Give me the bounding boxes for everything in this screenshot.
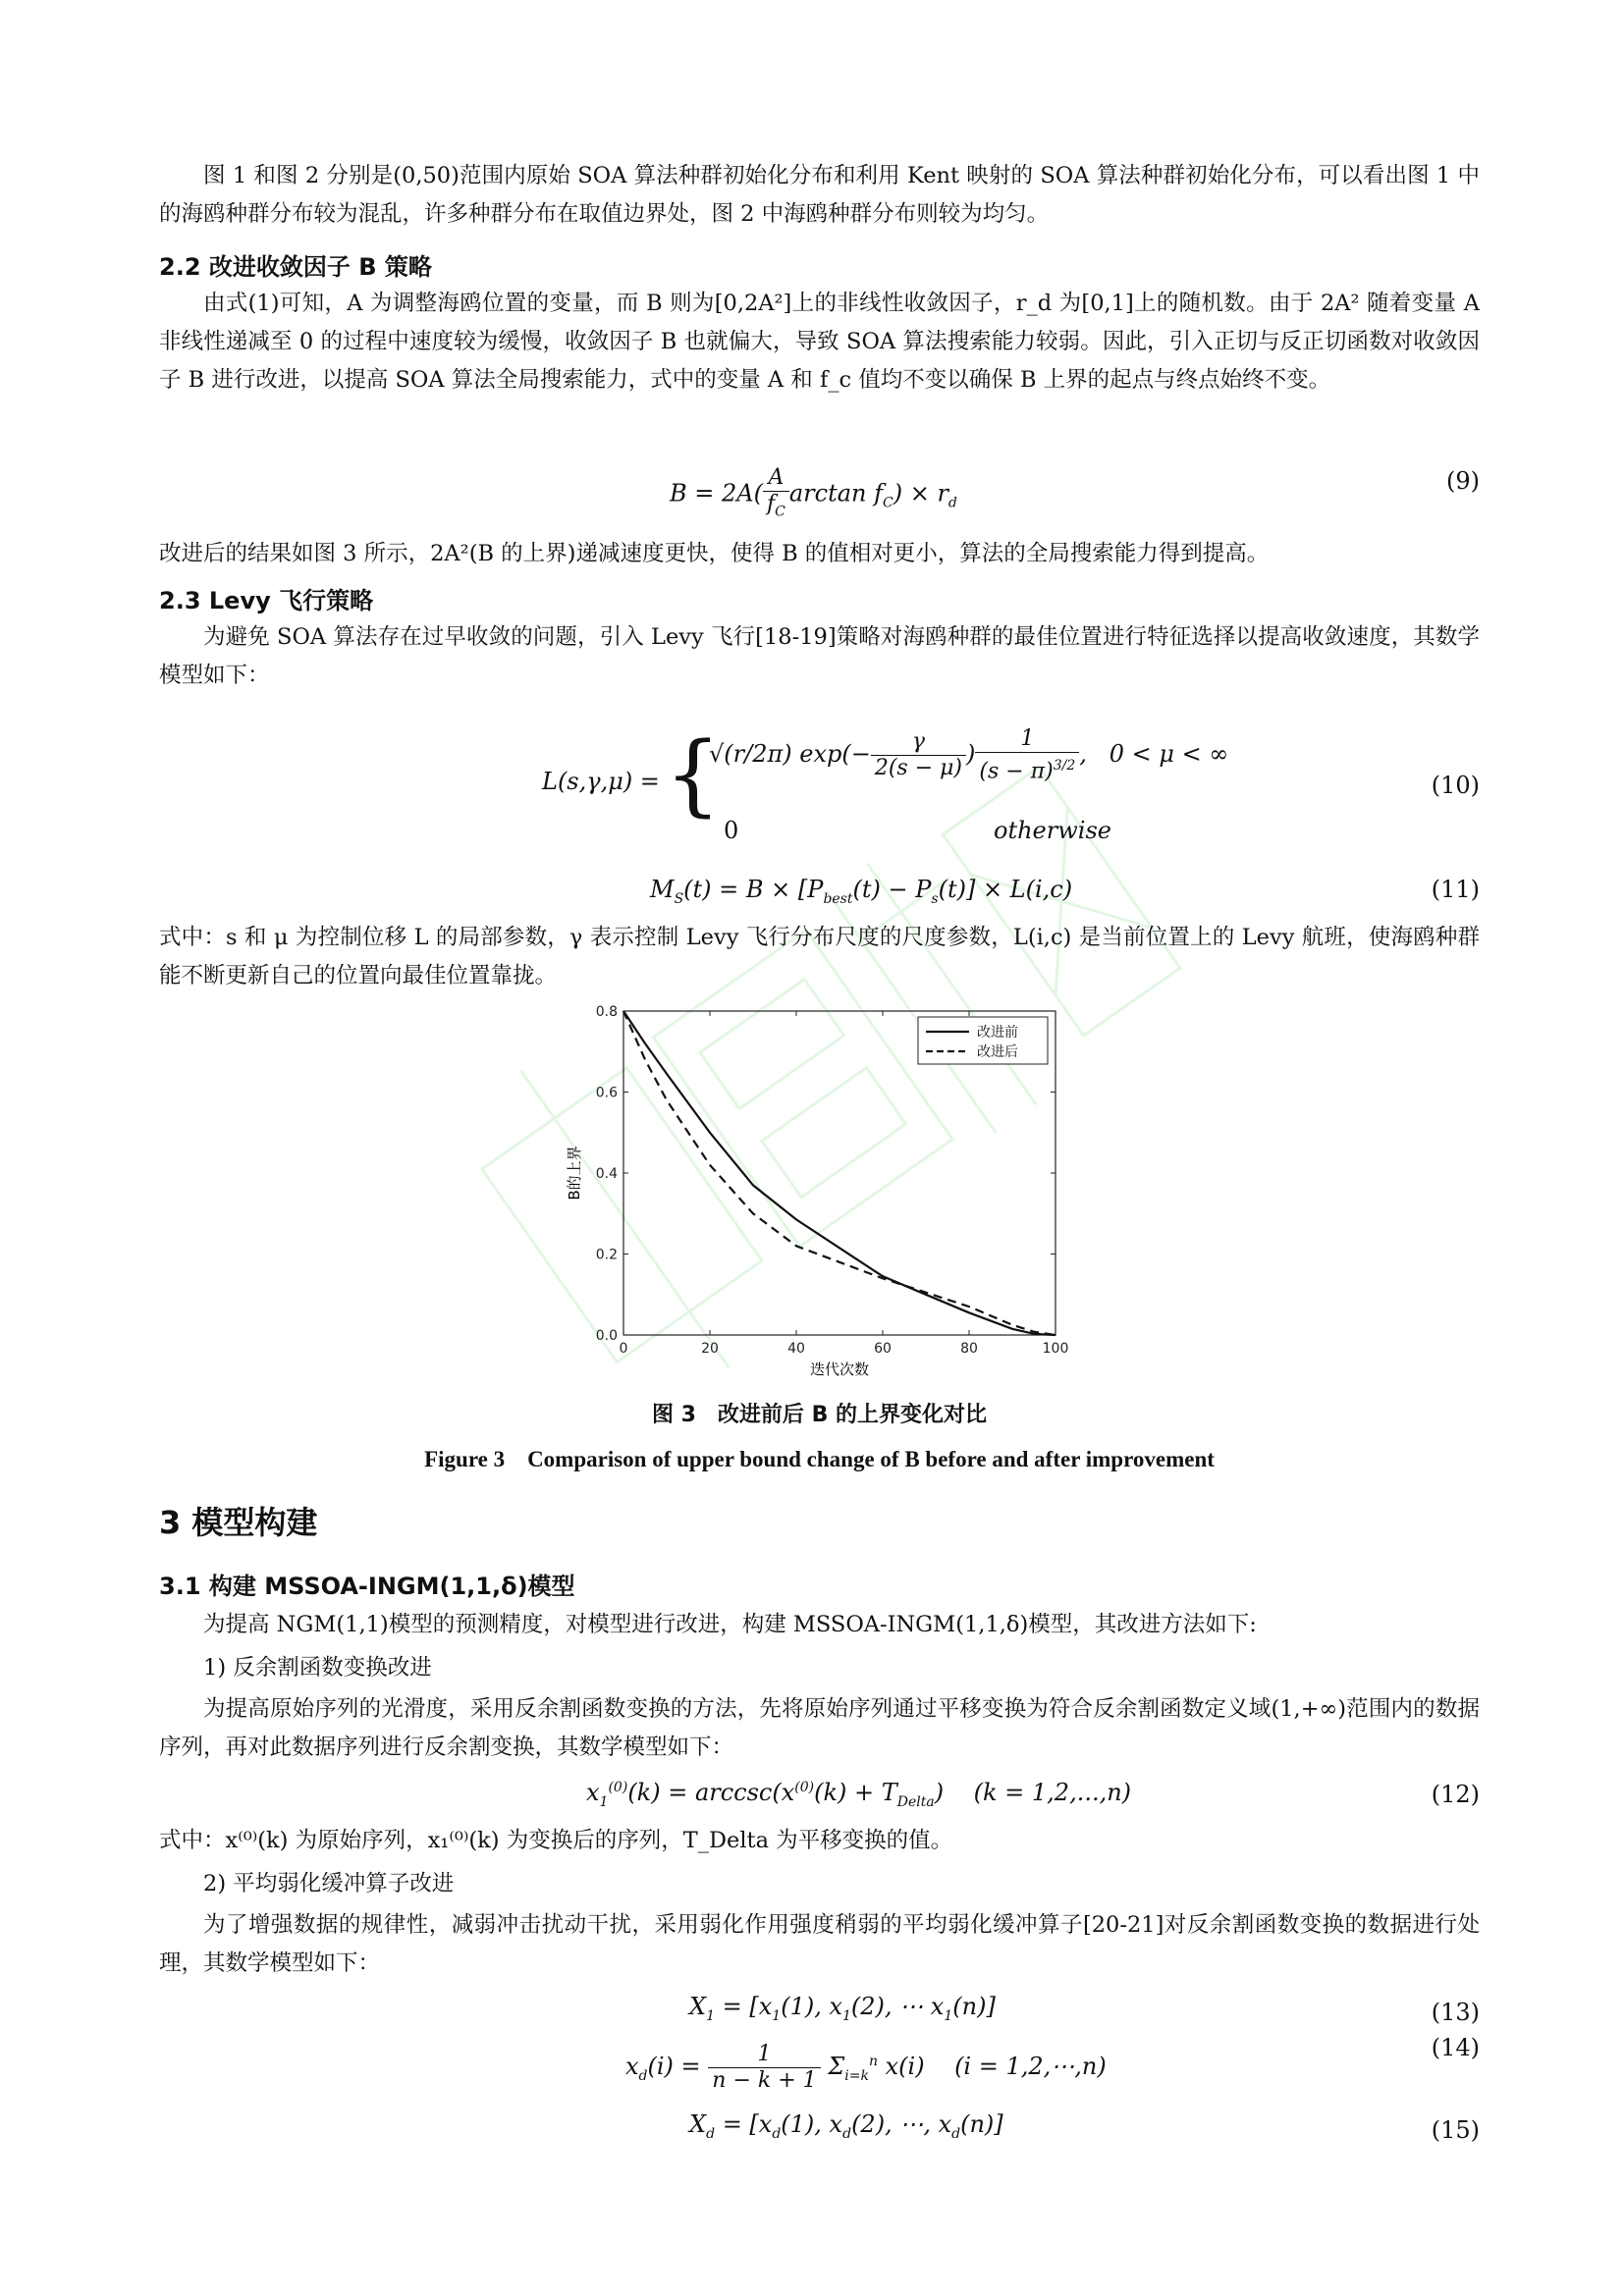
equation-10-lhs: L(s,γ,μ) = — [542, 768, 660, 795]
after-eq11-paragraph: 式中：s 和 μ 为控制位移 L 的局部参数，γ 表示控制 Levy 飞行分布尺度的尺度参数，L(i,c) 是当前位置上的 Levy 航班，使海鸥种群能不断更新自己的位置向最佳位置靠拢。 — [159, 925, 1480, 988]
x-tick-label: 40 — [787, 1341, 805, 1357]
equation-14-body: $x_d(i)$ = $\frac{1}{n - k + 1}$ $\Sigma_{i=k}^n$ x(i) (i = 1,2,⋯,n) — [625, 2042, 1107, 2093]
equation-9-number: (9) — [1446, 467, 1480, 495]
item-2-heading: 2) 平均弱化缓冲算子改进 — [203, 1871, 455, 1896]
item-1-paragraph: 为提高原始序列的光滑度，采用反余割函数变换的方法，先将原始序列通过平移变换为符合反余割函数定义域(1,+∞)范围内的数据序列，再对此数据序列进行反余割变换，其数学模型如下： — [159, 1696, 1480, 1760]
section-3-1-paragraph: 为提高 NGM(1,1)模型的预测精度，对模型进行改进，构建 MSSOA-INGM(1,1,δ)模型，其改进方法如下: — [203, 1612, 1257, 1637]
item-2-paragraph: 为了增强数据的规律性，减弱冲击扰动干扰，采用弱化作用强度稍弱的平均弱化缓冲算子[20-21]对反余割函数变换的数据进行处理，其数学模型如下： — [159, 1912, 1480, 1976]
y-tick-label: 0.8 — [595, 1004, 618, 1020]
equation-10-case2: 0 — [724, 817, 739, 844]
section-3-1-title: 3.1 构建 MSSOA-INGM(1,1,δ)模型 — [159, 1573, 575, 1600]
equation-13-number: (13) — [1431, 1999, 1480, 2026]
equation-9 — [159, 459, 1480, 528]
chart-legend — [918, 1017, 1048, 1064]
figure-3-caption-en: Figure 3 Comparison of upper bound change of B before and after improvement — [424, 1447, 1215, 1471]
equation-12 — [159, 1779, 1480, 1812]
section-2-2-title: 2.2 改进收敛因子 B 策略 — [159, 253, 432, 281]
section-3-title: 3 模型构建 — [159, 1504, 318, 1541]
equation-14-number: (14) — [1431, 2034, 1480, 2061]
legend-label-2: 改进后 — [977, 1044, 1018, 1060]
section-2-3-paragraph: 为避免 SOA 算法存在过早收敛的问题，引入 Levy 飞行[18-19]策略对海鸥种群的最佳位置进行特征选择以提高收敛速度，其数学模型如下： — [159, 624, 1480, 688]
equation-10-otherwise: otherwise — [994, 817, 1111, 844]
x-tick-label: 0 — [619, 1341, 628, 1357]
equation-14 — [159, 2034, 1480, 2097]
x-tick-label: 80 — [960, 1341, 978, 1357]
equation-9-body: B = 2A( $\frac{A}{f_C}$ $\arctan f_C) \times r_d$ — [670, 465, 957, 520]
x-tick-label: 100 — [1042, 1341, 1069, 1357]
equation-10 — [159, 717, 1480, 854]
x-tick-label: 60 — [874, 1341, 892, 1357]
x-tick-label: 20 — [701, 1341, 719, 1357]
section-2-3-title: 2.3 Levy 飞行策略 — [159, 587, 374, 614]
equation-15-number: (15) — [1431, 2116, 1480, 2144]
equation-15-body: $X_d = [x_d(1)$, $x_d(2)$, ⋯, $x_d(n)$] — [689, 2110, 1003, 2142]
after-eq12-paragraph: 式中：x⁽⁰⁾(k) 为原始序列，x₁⁽⁰⁾(k) 为变换后的序列，T_Delta 为平移变换的值。 — [159, 1828, 953, 1853]
equation-11-body: $M_S(t) = B \times [P_{best}(t) - P_s(t)] \times L(i,c)$ — [650, 876, 1073, 907]
legend-label-1: 改进前 — [977, 1025, 1018, 1041]
equation-15 — [159, 2110, 1480, 2144]
equation-10-number: (10) — [1431, 772, 1480, 799]
figure-3-caption-zh: 图 3 改进前后 B 的上界变化对比 — [651, 1403, 988, 1427]
y-tick-label: 0.6 — [595, 1085, 618, 1101]
y-tick-label: 0.0 — [595, 1328, 618, 1344]
equation-12-body: $x_1^{(0)}(k) = arccsc(x^{(0)}(k) + T_{Delta})$ (k = 1,2,...,n) — [586, 1779, 1132, 1810]
figure-3-chart — [560, 1001, 1070, 1384]
item-1-heading: 1) 反余割函数变换改进 — [203, 1655, 432, 1681]
equation-12-number: (12) — [1431, 1781, 1480, 1808]
section-2-2-paragraph: 由式(1)可知，A 为调整海鸥位置的变量，而 B 则为[0,2A²]上的非线性收敛因子，r_d 为[0,1]上的随机数。由于 2A² 随着变量 A 非线性递减至 0 的过程中速度较为缓慢，收敛因子 B 也就偏大，导致 SOA 算法搜索能力较弱。因此，引入正切与反正切函数对收敛因子 B 进行改进，以提高 SOA 算法全局搜索能力，式中的变量 A 和 f_c 值均不变以确保 B 上界的起点与终点始终不变。 — [159, 291, 1480, 393]
y-tick-label: 0.2 — [595, 1247, 618, 1263]
y-tick-label: 0.4 — [595, 1166, 618, 1182]
equation-11 — [159, 876, 1480, 909]
chart-y-label: B的上界 — [566, 1146, 583, 1201]
intro-paragraph: 图 1 和图 2 分别是(0,50)范围内原始 SOA 算法种群初始化分布和利用 Kent 映射的 SOA 算法种群初始化分布，可以看出图 1 中的海鸥种群分布较为混乱，许多种群分布在取值边界处，图 2 中海鸥种群分布则较为均匀。 — [159, 163, 1480, 227]
after-eq9-paragraph: 改进后的结果如图 3 所示，2A²(B 的上界)递减速度更快，使得 B 的值相对更小，算法的全局搜索能力得到提高。 — [159, 541, 1270, 566]
equation-13-body: $X_1 = [x_1(1)$, $x_1(2)$, ⋯ $x_1(n)$] — [689, 1993, 996, 2024]
equation-13 — [159, 1993, 1480, 2026]
chart-x-label: 迭代次数 — [809, 1361, 870, 1378]
equation-10-brace: { — [665, 723, 722, 827]
equation-10-case1: √(r/2π) exp(− $\frac{\gamma}{2(s - \mu)}$ ) $\frac{1}{(s - \pi)^{3/2}}$ , 0 < μ < ∞ — [709, 726, 1229, 784]
equation-11-number: (11) — [1431, 876, 1480, 903]
